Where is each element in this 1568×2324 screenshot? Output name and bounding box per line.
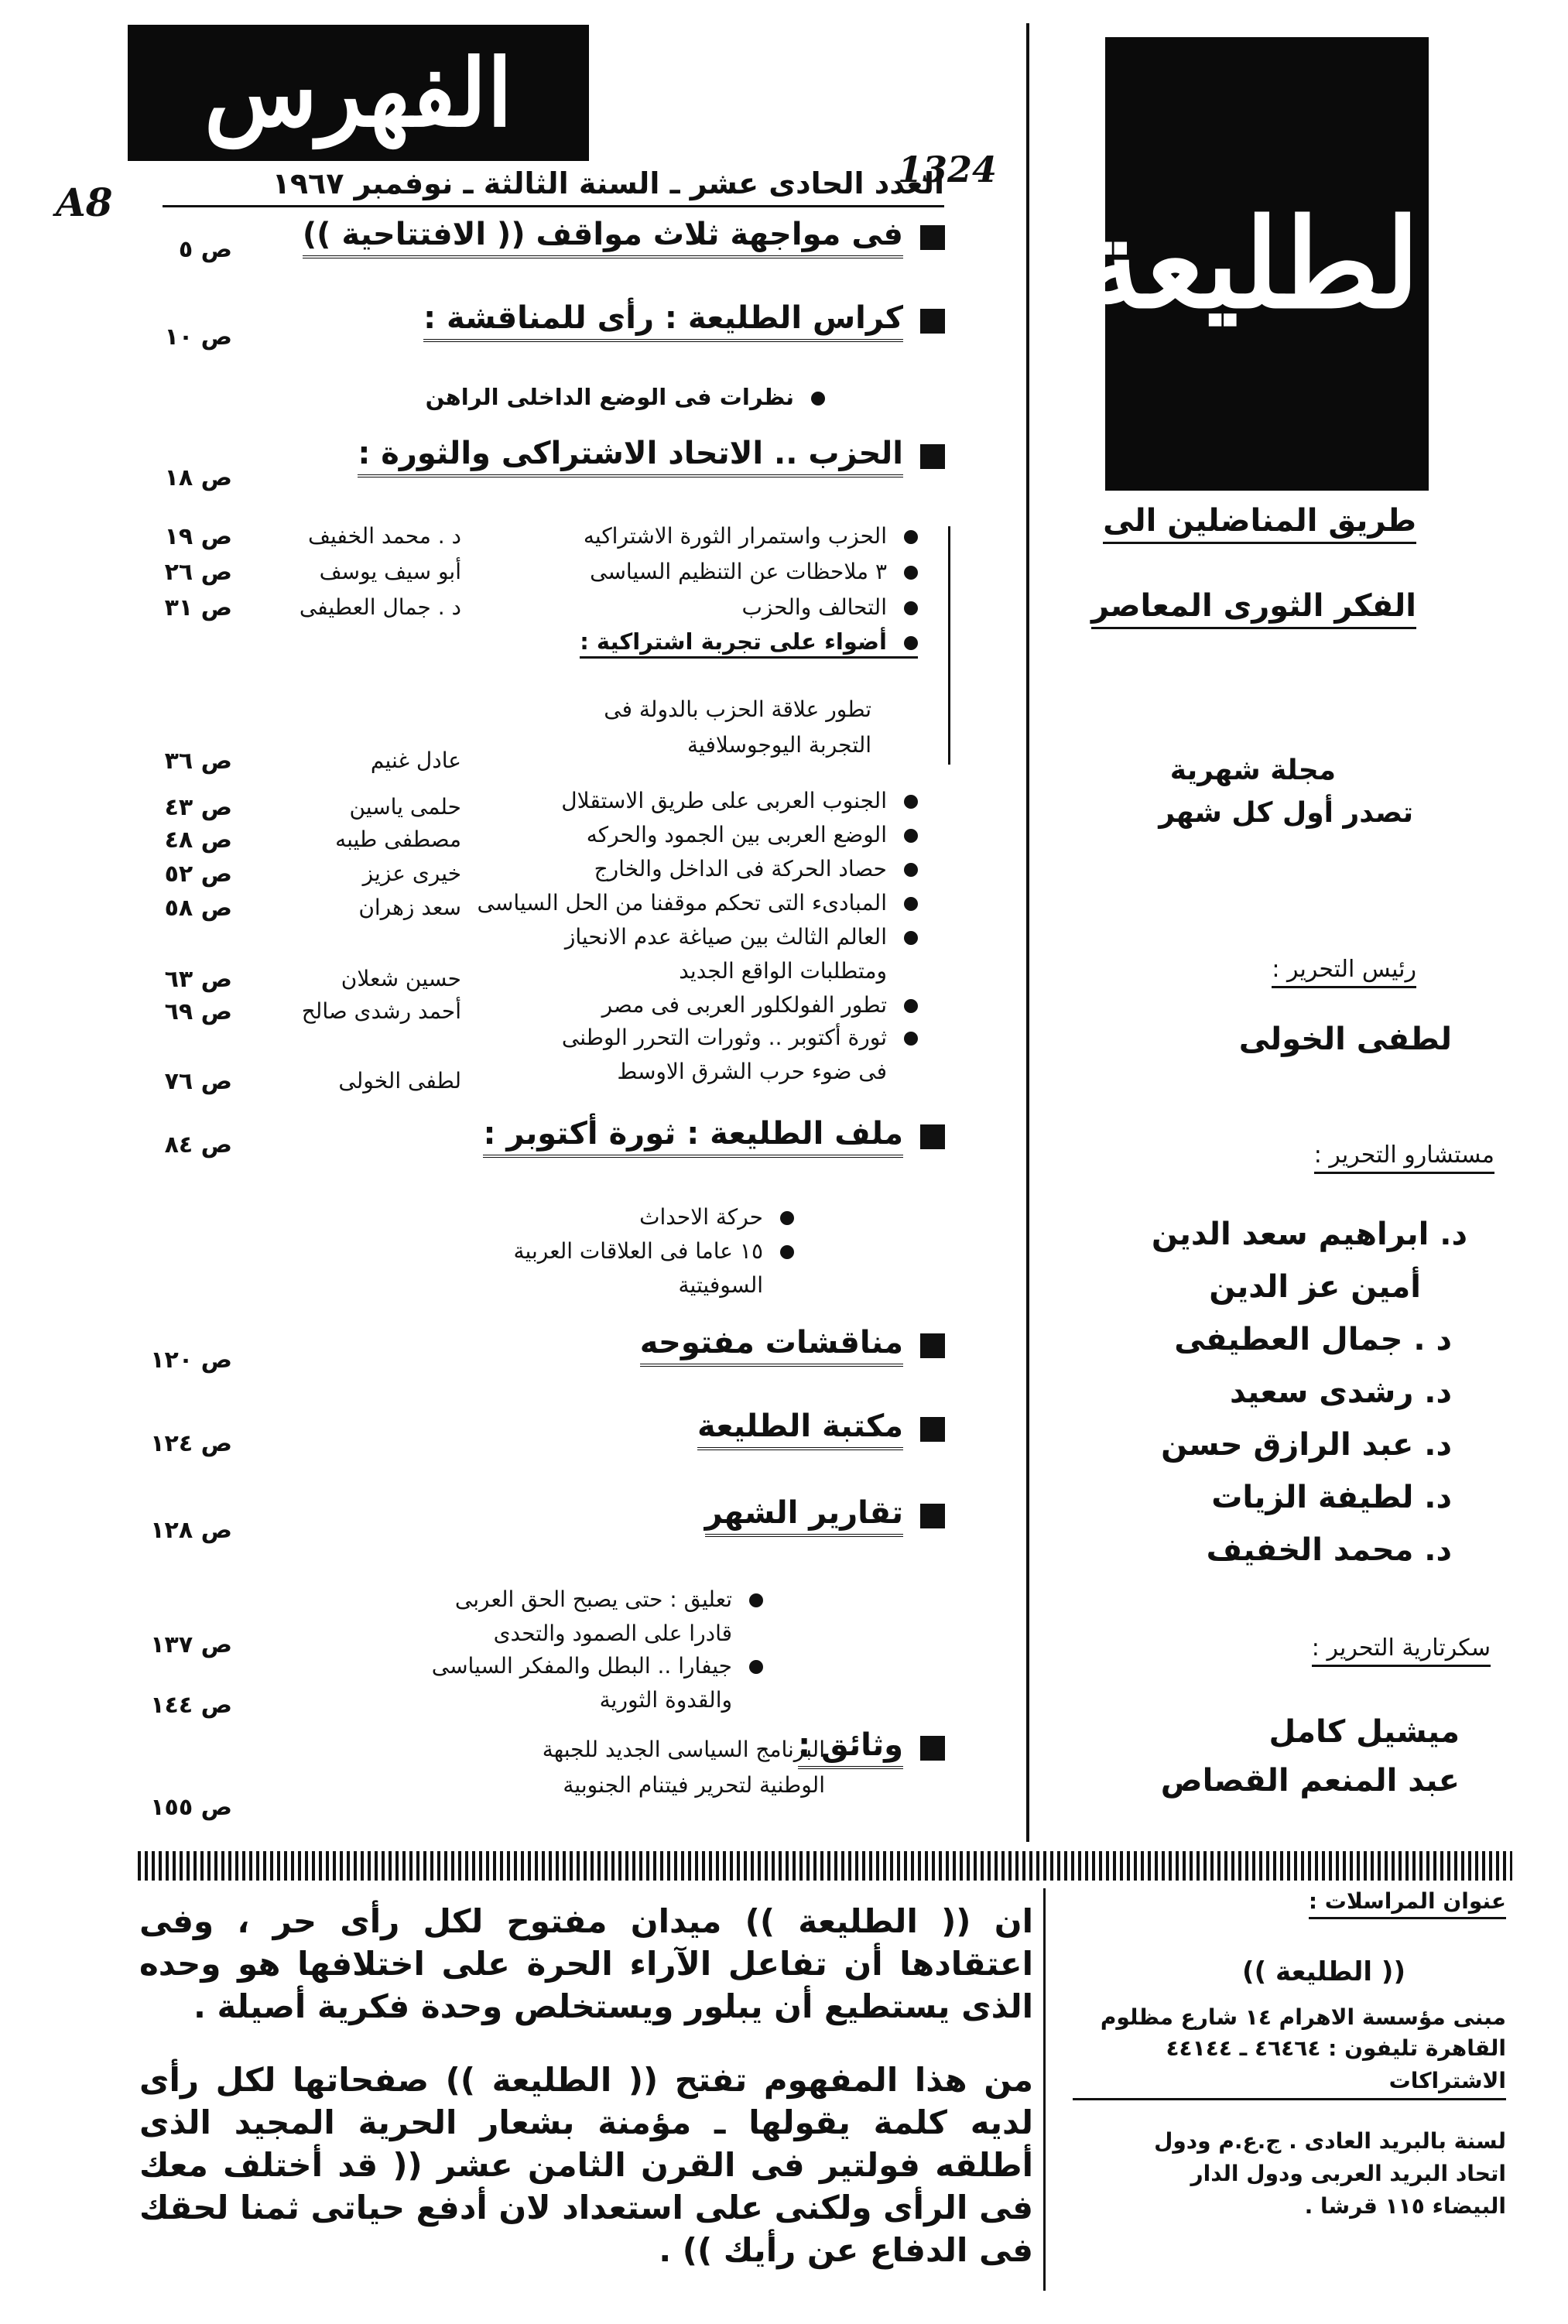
toc-page: ص ٣١ (164, 594, 232, 621)
monthly-line-2: تصدر أول كل شهر (1159, 797, 1413, 829)
toc-item-cont: قادرا على الصمود والتحدى (493, 1621, 732, 1646)
toc-item[interactable]: تطور علاقة الحزب بالدولة فى (604, 697, 871, 722)
toc-item[interactable]: تعليق : حتى يصبح الحق العربى (455, 1586, 763, 1612)
toc-item-cont: التجربة اليوجوسلافية (687, 732, 871, 758)
bullet-icon (904, 863, 918, 877)
bullet-icon (780, 1245, 794, 1259)
toc-item[interactable]: البرنامج السياسى الجديد للجبهة (542, 1737, 825, 1762)
bullet-icon (749, 1593, 763, 1607)
bracket-line (948, 526, 950, 765)
index-title: الفهرس (204, 38, 513, 148)
toc-page: ص ١٢٠ (150, 1347, 232, 1374)
square-bullet-icon (920, 1333, 945, 1358)
toc-page: ص ٣٦ (164, 748, 232, 775)
toc-section-library[interactable]: مكتبة الطليعة (697, 1408, 945, 1450)
toc-item[interactable]: تطور الفولكلور العربى فى مصر (602, 992, 918, 1018)
secretariat-name: ميشيل كامل (1268, 1714, 1460, 1750)
issue-line: العدد الحادى عشر ـ السنة الثالثة ـ نوفمبر ١٩٦٧ (163, 166, 944, 207)
toc-page: ص ٥ (178, 236, 232, 263)
subscriptions-label: الاشتراكات (1073, 2068, 1506, 2100)
toc-page: ص ٦٩ (164, 998, 232, 1025)
advisor-name: د. لطيفة الزيات (1211, 1480, 1452, 1515)
toc-section-editorial[interactable]: فى مواجهة ثلاث مواقف (( الافتتاحية )) (303, 217, 945, 258)
bullet-icon (904, 829, 918, 843)
toc-page: ص ١٨ (164, 464, 232, 491)
subscriptions-line-2: اتحاد البريد العربى ودول الدار (1190, 2161, 1506, 2186)
square-bullet-icon (920, 1417, 945, 1442)
toc-item[interactable]: أضواء على تجربة اشتراكية : (580, 628, 918, 659)
toc-item[interactable]: الجنوب العربى على طريق الاستقلال (561, 788, 918, 813)
square-bullet-icon (920, 309, 945, 334)
bullet-icon (904, 999, 918, 1013)
bottom-divider (1043, 1888, 1046, 2291)
toc-item-cont: فى ضوء حرب الشرق الاوسط (617, 1059, 887, 1084)
bullet-icon (904, 931, 918, 945)
toc-page: ص ٧٦ (164, 1068, 232, 1095)
toc-item[interactable]: التحالف والحزب (742, 594, 919, 620)
toc-item[interactable]: جيفارا .. البطل والمفكر السياسى (432, 1653, 763, 1679)
handwritten-note-right: 1324 (898, 149, 998, 190)
toc-section-discussions[interactable]: مناقشات مفتوحه (640, 1325, 945, 1367)
toc-author: خيرى عزيز (362, 861, 461, 886)
bullet-icon (904, 601, 918, 615)
toc-page: ص ١٣٧ (150, 1631, 232, 1658)
toc-author: أبو سيف يوسف (319, 559, 461, 584)
toc-page: ص ٦٣ (164, 966, 232, 993)
toc-page: ص ١٩ (164, 523, 232, 550)
square-bullet-icon (920, 225, 945, 250)
square-bullet-icon (920, 444, 945, 469)
correspondence-name: (( الطليعة )) (1242, 1956, 1405, 1987)
toc-item-cont: ومتطلبات الواقع الجديد (679, 958, 887, 984)
advisor-name: د. محمد الخفيف (1206, 1532, 1452, 1568)
toc-section-reports[interactable]: تقارير الشهر (705, 1495, 945, 1537)
tagline-line-2: الفكر الثورى المعاصر (1091, 588, 1416, 629)
index-title-box (128, 25, 589, 161)
toc-item[interactable]: العالم الثالث بين صياغة عدم الانحياز (565, 924, 918, 950)
bullet-icon (904, 897, 918, 911)
decorative-rule (138, 1851, 1512, 1881)
toc-page: ص ١٤٤ (150, 1692, 232, 1719)
toc-section-file[interactable]: ملف الطليعة : ثورة أكتوبر : (483, 1116, 945, 1158)
bullet-icon (780, 1211, 794, 1225)
toc-item[interactable]: نظرات فى الوضع الداخلى الراهن (426, 384, 825, 410)
bullet-icon (749, 1660, 763, 1674)
toc-page: ص ١٠ (164, 323, 232, 351)
toc-item[interactable]: الوضع العربى بين الجمود والحركه (587, 822, 918, 847)
statement-paragraph-1: ان (( الطليعة )) ميدان مفتوح لكل رأى حر ، وفى اعتقادها أن تفاعل الآراء الحرة على اختلافها هو وحده الذى يستطيع أن يبلور ويستخلص وحدة فكرية أصيلة . (139, 1902, 1033, 2025)
toc-page: ص ٨٤ (164, 1131, 232, 1159)
toc-author: أحمد رشدى صالح (301, 998, 461, 1024)
toc-section-party[interactable]: الحزب .. الاتحاد الاشتراكى والثورة : (358, 436, 945, 477)
correspondence-address-2: القاهرة تليفون : ٤٦٤٦٤ ـ ٤٤١٤٤ (1166, 2035, 1506, 2061)
handwritten-note-left: A8 (56, 180, 113, 225)
toc-item[interactable]: حركة الاحداث (639, 1204, 794, 1230)
bullet-icon (811, 392, 825, 406)
toc-author: لطفى الخولى (338, 1068, 461, 1094)
toc-author: حلمى ياسين (349, 794, 461, 820)
bullet-icon (904, 795, 918, 809)
masthead-logo: الطليعة (1105, 37, 1429, 491)
editor-name: لطفى الخولى (1238, 1022, 1452, 1057)
square-bullet-icon (920, 1736, 945, 1761)
toc-page: ص ٥٢ (164, 861, 232, 888)
bullet-icon (904, 636, 918, 650)
advisors-label: مستشارو التحرير : (1314, 1141, 1494, 1174)
square-bullet-icon (920, 1124, 945, 1149)
subscriptions-line-1: لسنة بالبريد العادى . ج.ع.م ودول (1154, 2128, 1506, 2154)
toc-section-documents[interactable]: وثائق : (798, 1727, 945, 1769)
editor-label: رئيس التحرير : (1272, 956, 1416, 988)
toc-author: سعد زهران (358, 895, 461, 920)
toc-item-cont: والقدوة الثورية (599, 1687, 732, 1713)
bullet-icon (904, 566, 918, 580)
correspondence-address-1: مبنى مؤسسة الاهرام ١٤ شارع مظلوم (1100, 2004, 1506, 2030)
bullet-icon (904, 530, 918, 544)
toc-page: ص ١٢٤ (150, 1430, 232, 1457)
advisor-name: أمين عز الدين (1209, 1269, 1421, 1305)
toc-author: مصطفى طيبه (335, 827, 461, 852)
toc-page: ص ٤٣ (164, 794, 232, 821)
toc-author: د . جمال العطيفى (299, 594, 461, 620)
statement-paragraph-2: من هذا المفهوم تفتح (( الطليعة )) صفحاتها لكل رأى لديه كلمة يقولها ـ مؤمنة بشعار الحرية المجيد الذى أطلقه فولتير فى القرن الثامن عشر (( قد أختلف معك فى الرأى ولكنى على استعداد لان أدفع حياتى ثمنا لحقك فى الدفاع عن رأيك )) . (139, 2061, 1033, 2269)
toc-section-kurras[interactable]: كراس الطليعة : رأى للمناقشة : (423, 300, 945, 342)
toc-page: ص ١٥٥ (150, 1794, 232, 1821)
toc-item-cont: الوطنية لتحرير فيتنام الجنوبية (563, 1772, 825, 1798)
advisor-name: د. عبد الرازق حسن (1161, 1427, 1452, 1463)
toc-item[interactable]: ثورة أكتوبر .. وثورات التحرر الوطنى (562, 1025, 918, 1050)
toc-page: ص ١٢٨ (150, 1517, 232, 1544)
toc-page: ص ٥٨ (164, 895, 232, 922)
secretariat-name: عبد المنعم القصاص (1160, 1763, 1460, 1799)
advisor-name: د . جمال العطيفى (1174, 1322, 1452, 1357)
bullet-icon (904, 1032, 918, 1046)
monthly-line-1: مجلة شهرية (1169, 755, 1336, 786)
toc-item[interactable]: الحزب واستمرار الثورة الاشتراكيه (584, 523, 918, 549)
toc-page: ص ٤٨ (164, 827, 232, 854)
square-bullet-icon (920, 1504, 945, 1528)
tagline-line-1: طريق المناضلين الى (1103, 503, 1416, 544)
toc-author: عادل غنيم (370, 748, 461, 773)
toc-item[interactable]: ١٥ عاما فى العلاقات العربية (514, 1238, 795, 1264)
advisor-name: د. ابراهيم سعد الدين (1151, 1217, 1467, 1252)
correspondence-label: عنوان المراسلات : (1309, 1888, 1506, 1919)
secretariat-label: سكرتارية التحرير : (1312, 1634, 1491, 1667)
toc-author: د . محمد الخفيف (307, 523, 461, 549)
toc-item[interactable]: حصاد الحركة فى الداخل والخارج (594, 856, 918, 881)
toc-item-cont: السوفيتية (678, 1272, 763, 1298)
toc-page: ص ٢٦ (164, 559, 232, 586)
toc-item[interactable]: ٣ ملاحظات عن التنظيم السياسى (590, 559, 918, 584)
column-divider (1026, 23, 1029, 1842)
advisor-name: د. رشدى سعيد (1229, 1374, 1452, 1410)
subscriptions-line-3: البيضاء ١١٥ قرشا . (1304, 2193, 1506, 2219)
toc-item[interactable]: المبادىء التى تحكم موقفنا من الحل السياسى (478, 890, 918, 916)
toc-author: حسين شعلان (341, 966, 461, 991)
